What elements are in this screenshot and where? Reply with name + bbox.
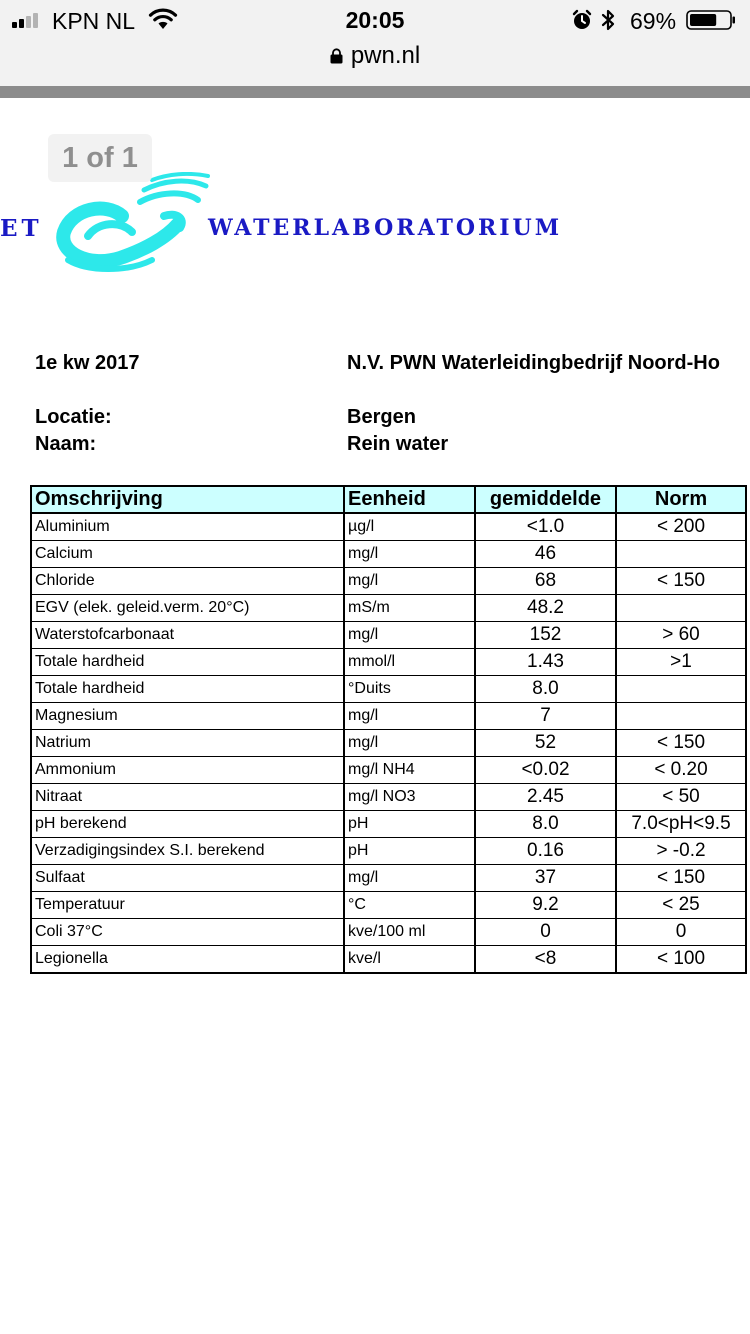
- cell-unit: µg/l: [344, 513, 475, 541]
- browser-chrome: [0, 0, 750, 86]
- cell-unit: mmol/l: [344, 649, 475, 676]
- signal-icon: [12, 12, 46, 28]
- table-row: [31, 622, 746, 649]
- cell-unit: kve/100 ml: [344, 919, 475, 946]
- cell-description: Verzadigingsindex S.I. berekend: [31, 838, 344, 865]
- table-row: [31, 757, 746, 784]
- cell-unit: °C: [344, 892, 475, 919]
- cell-description: Ammonium: [31, 757, 344, 784]
- battery-icon: [686, 10, 736, 30]
- cell-description: Aluminium: [31, 513, 344, 541]
- cell-unit: mg/l: [344, 730, 475, 757]
- cell-description: Totale hardheid: [31, 649, 344, 676]
- table-row: [31, 541, 746, 568]
- lab-name: WATERLABORATORIUM: [208, 215, 563, 241]
- cell-norm: < 200: [616, 513, 746, 541]
- cell-description: Temperatuur: [31, 892, 344, 919]
- cell-average: <8: [475, 946, 616, 974]
- cell-average: <1.0: [475, 513, 616, 541]
- bluetooth-icon: [601, 8, 615, 32]
- cell-unit: mg/l: [344, 568, 475, 595]
- address-bar[interactable]: [0, 42, 750, 72]
- cell-unit: mg/l: [344, 865, 475, 892]
- table-row: [31, 676, 746, 703]
- cell-average: 152: [475, 622, 616, 649]
- cell-unit: mg/l: [344, 541, 475, 568]
- cell-norm: [616, 595, 746, 622]
- cell-description: Natrium: [31, 730, 344, 757]
- cell-description: Sulfaat: [31, 865, 344, 892]
- cell-unit: mg/l: [344, 622, 475, 649]
- lab-name-fragment: ET: [0, 215, 43, 242]
- water-quality-table: [30, 485, 747, 974]
- cell-average: 1.43: [475, 649, 616, 676]
- clock-time: 20:05: [345, 7, 405, 33]
- table-row: [31, 703, 746, 730]
- cell-description: Waterstofcarbonaat: [31, 622, 344, 649]
- cell-average: 52: [475, 730, 616, 757]
- cell-description: pH berekend: [31, 811, 344, 838]
- cell-average: 37: [475, 865, 616, 892]
- waterlab-logo-icon: [48, 172, 218, 276]
- cell-norm: [616, 541, 746, 568]
- table-row: [31, 838, 746, 865]
- header-average: gemiddelde: [475, 486, 616, 513]
- cell-norm: > -0.2: [616, 838, 746, 865]
- cell-norm: < 100: [616, 946, 746, 974]
- cell-description: EGV (elek. geleid.verm. 20°C): [31, 595, 344, 622]
- cell-average: 48.2: [475, 595, 616, 622]
- url-domain[interactable]: pwn.nl: [350, 42, 421, 69]
- status-bar: [0, 0, 750, 40]
- cell-unit: pH: [344, 811, 475, 838]
- cell-norm: < 50: [616, 784, 746, 811]
- header-norm: Norm: [616, 486, 746, 513]
- cell-average: 8.0: [475, 811, 616, 838]
- cell-average: 0: [475, 919, 616, 946]
- cell-average: 8.0: [475, 676, 616, 703]
- carrier-name: KPN NL: [52, 8, 136, 34]
- table-row: [31, 946, 746, 974]
- cell-norm: > 60: [616, 622, 746, 649]
- cell-unit: mg/l: [344, 703, 475, 730]
- report-period: 1e kw 2017: [35, 352, 140, 374]
- name-label: Naam:: [35, 433, 97, 455]
- cell-unit: pH: [344, 838, 475, 865]
- cell-description: Chloride: [31, 568, 344, 595]
- table-row: [31, 892, 746, 919]
- cell-norm: >1: [616, 649, 746, 676]
- cell-average: 0.16: [475, 838, 616, 865]
- table-row: [31, 568, 746, 595]
- cell-description: Calcium: [31, 541, 344, 568]
- cell-norm: [616, 676, 746, 703]
- table-row: [31, 649, 746, 676]
- cell-norm: < 25: [616, 892, 746, 919]
- cell-average: 7: [475, 703, 616, 730]
- table-row: [31, 513, 746, 541]
- name-value: Rein water: [347, 433, 449, 455]
- table-row: [31, 730, 746, 757]
- cell-description: Coli 37°C: [31, 919, 344, 946]
- wifi-icon: [148, 8, 178, 30]
- company-name: N.V. PWN Waterleidingbedrijf Noord-Ho: [347, 352, 720, 374]
- alarm-icon: [572, 9, 592, 31]
- location-label: Locatie:: [35, 406, 112, 428]
- table-row: [31, 784, 746, 811]
- cell-unit: °Duits: [344, 676, 475, 703]
- table-header-row: [31, 486, 746, 513]
- toolbar-divider: [0, 86, 750, 98]
- cell-description: Nitraat: [31, 784, 344, 811]
- cell-norm: < 150: [616, 568, 746, 595]
- cell-norm: < 150: [616, 865, 746, 892]
- cell-unit: mS/m: [344, 595, 475, 622]
- cell-norm: 0: [616, 919, 746, 946]
- cell-average: 46: [475, 541, 616, 568]
- table-row: [31, 811, 746, 838]
- page-counter-badge: 1 of 1: [48, 134, 152, 182]
- table-row: [31, 865, 746, 892]
- cell-average: 68: [475, 568, 616, 595]
- cell-average: <0.02: [475, 757, 616, 784]
- cell-description: Totale hardheid: [31, 676, 344, 703]
- table-row: [31, 595, 746, 622]
- cell-norm: 7.0<pH<9.5: [616, 811, 746, 838]
- cell-norm: < 0.20: [616, 757, 746, 784]
- cell-description: Magnesium: [31, 703, 344, 730]
- cell-average: 2.45: [475, 784, 616, 811]
- cell-norm: [616, 703, 746, 730]
- cell-description: Legionella: [31, 946, 344, 974]
- header-unit: Eenheid: [344, 486, 475, 513]
- battery-percent: 69%: [630, 8, 677, 34]
- cell-unit: kve/l: [344, 946, 475, 974]
- table-row: [31, 919, 746, 946]
- header-description: Omschrijving: [31, 486, 344, 513]
- lock-icon: [330, 48, 343, 64]
- location-value: Bergen: [347, 406, 416, 428]
- cell-norm: < 150: [616, 730, 746, 757]
- cell-average: 9.2: [475, 892, 616, 919]
- cell-unit: mg/l NO3: [344, 784, 475, 811]
- cell-unit: mg/l NH4: [344, 757, 475, 784]
